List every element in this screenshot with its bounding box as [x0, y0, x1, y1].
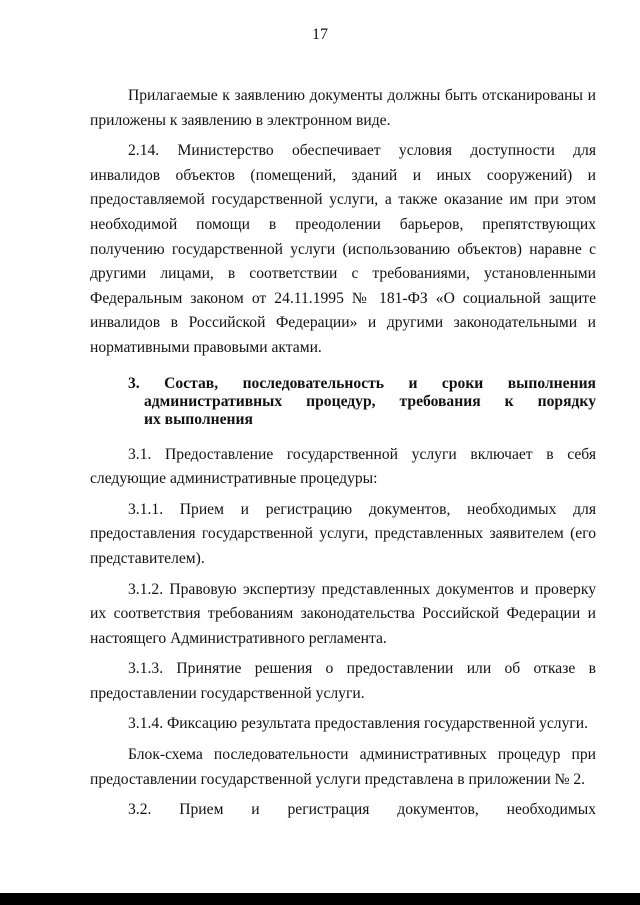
paragraph-3-1-2: 3.1.2. Правовую экспертизу представленных документов и проверку их соответствия требованиям законодательства Российской Федерации и настоящего Административного регламента.: [90, 580, 596, 647]
paragraph-attachments: Прилагаемые к заявлению документы должны быть отсканированы и приложены к заявлению в электронном виде.: [90, 87, 596, 129]
paragraph-3-1: 3.1. Предоставление государственной услуги включает в себя следующие административные процедуры:: [90, 445, 596, 488]
paragraph-3-1-4: 3.1.4. Фиксацию результата предоставления государственной услуги.: [128, 715, 589, 733]
paragraph-3-1-1: 3.1.1. Прием и регистрацию документов, необходимых для предоставления государственной услуги, представленных заявителем (его представителем).: [90, 500, 596, 567]
scan-bottom-border: [0, 893, 640, 905]
section-heading-line-2: административных процедур, требования к порядку: [144, 392, 596, 410]
paragraph-block-scheme: Блок-схема последовательности административных процедур при предоставлении государственной услуги представлена в приложении № 2.: [90, 746, 596, 788]
paragraph-3-2: 3.2. Прием и регистрация документов, необходимых: [128, 801, 596, 819]
section-heading-line-1: 3. Состав, последовательность и сроки выполнения: [128, 374, 596, 392]
paragraph-3-1-3: 3.1.3. Принятие решения о предоставлении или об отказе в предоставлении государственной услуги.: [90, 660, 596, 702]
section-heading: [90, 375, 596, 429]
paragraph-2-14: 2.14. Министерство обеспечивает условия доступности для инвалидов объектов (помещений, зданий и иных сооружений) и предоставляемой государственной услуги, а также оказание им при этом необходимой помощи в преодолении барьеров, препятствующих получению государственной услуги (использованию объектов) наравне с другими лицами, в соответствии с требованиями, установленными Федеральным законом от 24.11.1995 № 181-ФЗ «О социальной защите инвалидов в Российской Федерации» и другими законодательными и нормативными правовыми актами.: [90, 142, 596, 356]
page-number: 17: [312, 26, 328, 43]
section-heading-line-3: их выполнения: [144, 410, 253, 428]
document-body: [90, 84, 596, 829]
